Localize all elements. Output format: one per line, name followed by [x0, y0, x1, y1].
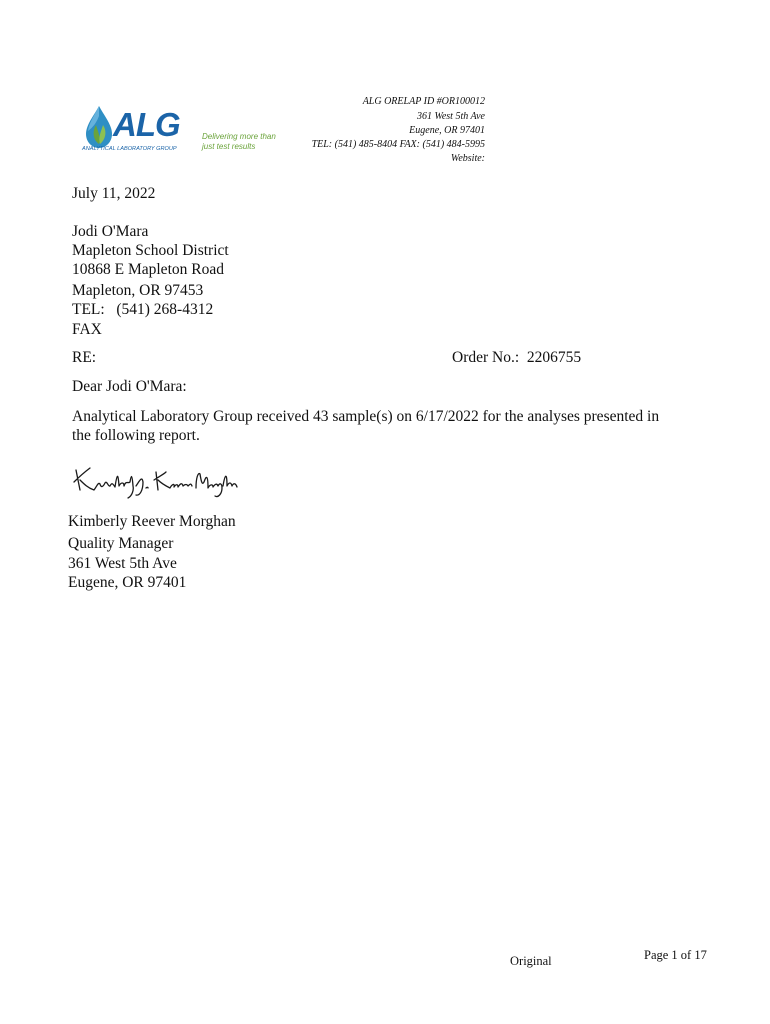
- signer-name: Kimberly Reever Morghan: [68, 513, 236, 530]
- recipient-name: Jodi O'Mara: [72, 223, 149, 240]
- signer-title: Quality Manager: [68, 535, 174, 552]
- signer-city: Eugene, OR 97401: [68, 574, 187, 591]
- body-line-2: the following report.: [72, 427, 200, 444]
- recipient-fax: FAX: [72, 321, 102, 338]
- order-number: Order No.: 2206755: [452, 349, 582, 366]
- recipient-street: 10868 E Mapleton Road: [72, 261, 224, 278]
- handwritten-signature: [70, 462, 240, 502]
- lab-website: Website:: [450, 153, 485, 164]
- letter-date: July 11, 2022: [72, 185, 156, 202]
- lab-phone-fax: TEL: (541) 485-8404 FAX: (541) 484-5995: [311, 139, 485, 150]
- re-label: RE:: [72, 349, 97, 366]
- page-number: Page 1 of 17: [644, 948, 707, 962]
- salutation: Dear Jodi O'Mara:: [72, 378, 187, 395]
- lab-city: Eugene, OR 97401: [409, 125, 485, 136]
- logo-tagline-1: Delivering more than: [202, 132, 276, 141]
- lab-id: ALG ORELAP ID #OR100012: [362, 96, 485, 107]
- recipient-city: Mapleton, OR 97453: [72, 282, 204, 299]
- recipient-tel: TEL: (541) 268-4312: [72, 301, 214, 318]
- document-status: Original: [510, 954, 552, 968]
- water-drop-leaf-icon: [82, 104, 116, 150]
- lab-street: 361 West 5th Ave: [416, 111, 485, 122]
- body-line-1: Analytical Laboratory Group received 43 sample(s) on 6/17/2022 for the analyses presented in: [72, 408, 660, 425]
- signer-street: 361 West 5th Ave: [68, 555, 177, 572]
- logo-tagline-2: just test results: [202, 142, 256, 151]
- logo-company: ANALYTICAL LABORATORY GROUP: [82, 146, 177, 152]
- logo-mark: ALG: [113, 106, 180, 143]
- recipient-org: Mapleton School District: [72, 242, 229, 259]
